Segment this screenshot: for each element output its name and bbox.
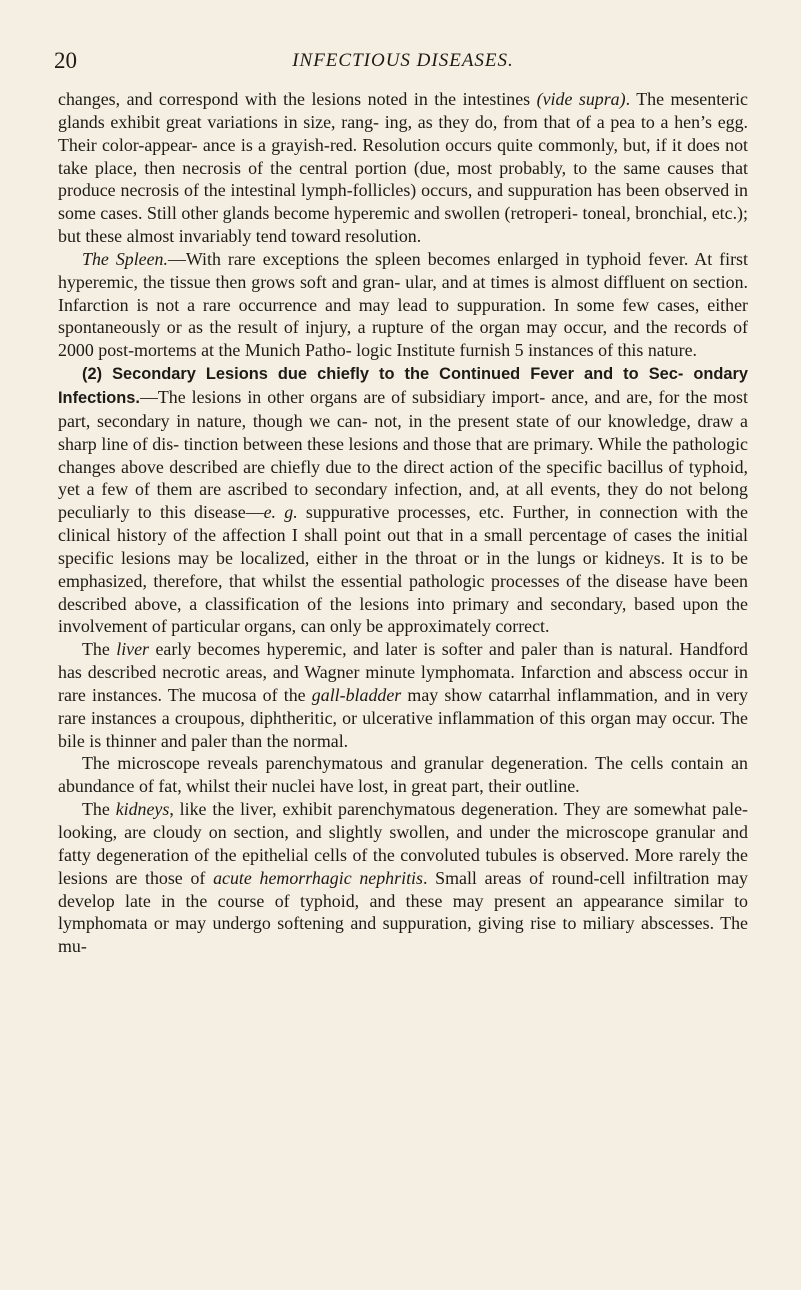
italic-term-kidneys: kidneys: [115, 799, 170, 820]
italic-text: (vide supra): [536, 89, 626, 109]
running-title: INFECTIOUS DISEASES.: [292, 50, 514, 71]
text-run: early becomes hyperemic, and later is softer and paler than is natural. Handford has described necrotic areas, and Wagner minute lymphomata. Infarction and abscess occur in rare instances. The mucosa of the: [58, 639, 748, 705]
italic-term-liver: liver: [116, 639, 150, 660]
text-run: . Small areas of round-cell infiltration may develop late in the course of typhoid, and these may present an appearance similar to lymphomata or may undergo softening and suppuration, giving rise to miliary abscesses. The mu-: [58, 867, 748, 957]
section-heading-secondary-lesions: (2) Secondary Lesions due chiefly to the Continued Fever and to Sec- ondary Infections.: [58, 365, 748, 407]
section-heading-spleen: The Spleen.: [82, 248, 168, 269]
paragraph-secondary-lesions: [58, 362, 748, 638]
text-run: . The mesenteric glands exhibit great variations in size, rang- ing, as they do, from that of a pea to a hen’s egg. Their color-appear- ance is a grayish-red. Resolution occurs quite commonly, but, if it does not take place, then necrosis of the central portion (due, most probably, to the same causes that produce necrosis of the intestinal lymph-follicles) occurs, and suppuration has been observed in some cases. Still other glands become hyperemic and swollen (retroperi- toneal, bronchial, etc.); but these almost invariably tend toward resolution.: [58, 89, 748, 247]
italic-term-nephritis: acute hemorrhagic nephritis: [213, 867, 423, 888]
text-run: The: [82, 799, 116, 820]
text-run: , like the liver, exhibit parenchymatous degeneration. They are somewhat pale-looking, are cloudy on section, and slightly swollen, and under the microscope granular and fatty degeneration of the epithelial cells of the convoluted tubules is observed. More rarely the lesions are those of: [58, 799, 748, 888]
page-header: [54, 48, 748, 78]
paragraph-spleen: [58, 248, 748, 362]
text-run: The: [82, 639, 117, 660]
paragraph-microscope: [58, 752, 748, 798]
book-page: [54, 48, 748, 958]
text-run: —With rare exceptions the spleen becomes enlarged in typhoid fever. At first hyperemic, the tissue then grows soft and gran- ular, and at times is almost diffluent on section. Infarction is not a rare occurrence and may lead to suppuration. In some few cases, either spontaneously or as the result of injury, a rupture of the organ may occur, and the records of 2000 post-mortems at the Munich Patho- logic Institute furnish 5 instances of this nature.: [58, 248, 748, 361]
text-run: suppurative processes, etc. Further, in connection with the clinical history of the affection I shall point out that in a small percentage of cases the initial specific lesions may be localized, either in the throat or in the lungs or kidneys. It is to be emphasized, therefore, that whilst the essential pathologic processes of the disease have been described above, a classification of the lesions into primary and secondary, based upon the involvement of particular organs, can only be approximately correct.: [58, 502, 748, 637]
text-run: —The lesions in other organs are of subsidiary import- ance, and are, for the most part, secondary in nature, though we can- not, in the present state of our knowledge, draw a sharp line of dis- tinction between these lesions and those that are primary. While the pathologic changes above described are chiefly due to the direct action of the specific bacillus of typhoid, yet a few of them are ascribed to secondary infection, and, at all events, they do not belong peculiarly to this disease—: [58, 386, 748, 523]
text-run: changes, and correspond with the lesions noted in the intestines: [58, 89, 537, 109]
text-run: The microscope reveals parenchymatous and granular degeneration. The cells contain an abundance of fat, whilst their nuclei have lost, in great part, their outline.: [58, 753, 748, 797]
italic-term-gall-bladder: gall-bladder: [311, 684, 402, 705]
italic-text: e. g.: [263, 502, 298, 523]
paragraph-kidneys: [58, 798, 748, 958]
text-run: may show catarrhal inflammation, and in very rare instances a croupous, diphtheritic, or ulcerative inflammation of this organ may occur. The bile is thinner and paler than the normal.: [58, 684, 748, 751]
page-number: 20: [54, 48, 77, 73]
paragraph-liver: [58, 638, 748, 752]
paragraph-mesenteric-glands: [58, 88, 748, 248]
